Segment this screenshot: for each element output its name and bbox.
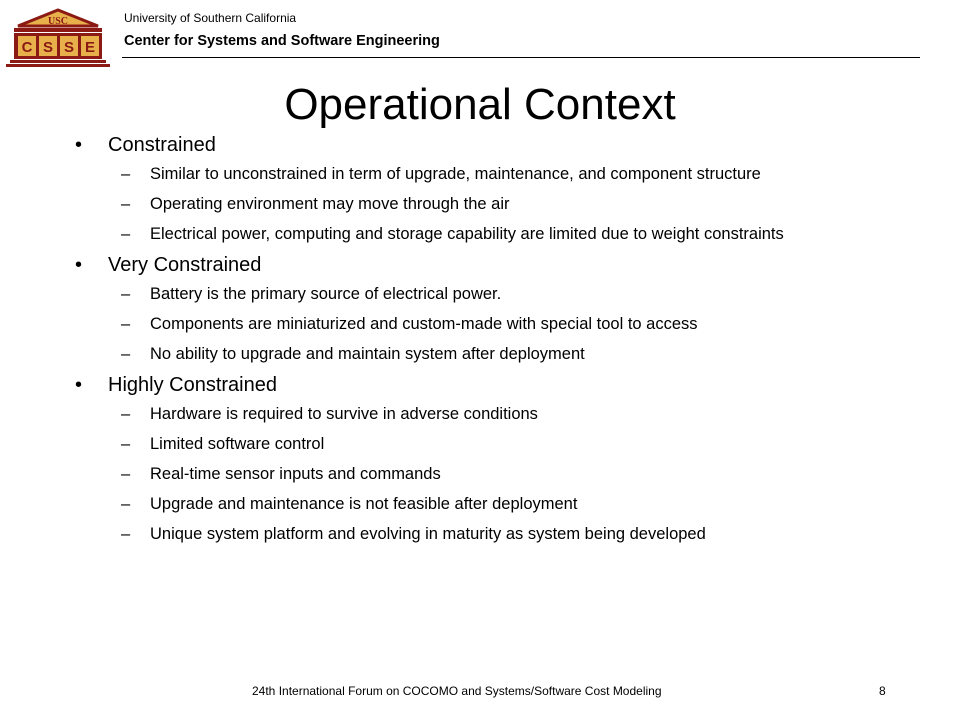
- footer-text: 24th International Forum on COCOMO and Systems/Software Cost Modeling: [252, 684, 662, 698]
- logo-frieze: [14, 28, 102, 32]
- sub-item: [75, 523, 875, 546]
- sub-text: Hardware is required to survive in adverse conditions: [150, 405, 538, 423]
- sub-item: [75, 283, 875, 306]
- csse-logo-graphic: [6, 8, 110, 68]
- bullet-marker: •: [75, 134, 83, 156]
- bullet-item: [75, 253, 875, 277]
- sub-list: [75, 403, 875, 546]
- logo-step: [6, 64, 110, 67]
- slide-title: Operational Context: [284, 80, 676, 129]
- sub-text: Real-time sensor inputs and commands: [150, 465, 441, 483]
- sub-text: No ability to upgrade and maintain system after deployment: [150, 345, 585, 363]
- sub-text: Unique system platform and evolving in maturity as system being developed: [150, 525, 706, 543]
- page-number: 8: [879, 684, 886, 698]
- dash-marker: –: [121, 465, 131, 483]
- bullet-marker: •: [75, 374, 83, 396]
- sub-item: [75, 223, 875, 246]
- sub-text: Similar to unconstrained in term of upgrade, maintenance, and component structure: [150, 165, 761, 183]
- sub-item: [75, 163, 875, 186]
- bullet-item: [75, 373, 875, 397]
- sub-item: [75, 313, 875, 336]
- sub-text: Electrical power, computing and storage capability are limited due to weight constraints: [150, 225, 784, 243]
- sub-text: Limited software control: [150, 435, 325, 453]
- sub-list: [75, 163, 875, 246]
- bullet-very-constrained: [75, 253, 875, 366]
- sub-item: [75, 463, 875, 486]
- header-divider: [122, 57, 920, 58]
- csse-logo: [6, 8, 110, 68]
- sub-item: [75, 193, 875, 216]
- dash-marker: –: [121, 165, 131, 183]
- bullet-constrained: [75, 133, 875, 246]
- logo-letter: E: [84, 39, 96, 56]
- university-name: University of Southern California: [124, 11, 297, 25]
- sub-text: Components are miniaturized and custom-made with special tool to access: [150, 315, 698, 333]
- sub-text: Upgrade and maintenance is not feasible after deployment: [150, 495, 578, 513]
- bullet-item: [75, 133, 875, 157]
- center-name: Center for Systems and Software Engineering: [124, 33, 440, 49]
- dash-marker: –: [121, 225, 131, 243]
- header: [124, 11, 440, 50]
- bullet-marker: •: [75, 254, 83, 276]
- bullet-highly-constrained: [75, 373, 875, 546]
- bullet-label: Constrained: [108, 134, 216, 156]
- logo-letter: C: [21, 39, 33, 56]
- logo-letter: S: [42, 39, 54, 56]
- dash-marker: –: [121, 195, 131, 213]
- logo-usc-text: USC: [47, 16, 69, 27]
- dash-marker: –: [121, 315, 131, 333]
- sub-list: [75, 283, 875, 366]
- logo-letter: S: [63, 39, 75, 56]
- dash-marker: –: [121, 435, 131, 453]
- sub-item: [75, 403, 875, 426]
- dash-marker: –: [121, 525, 131, 543]
- logo-step: [10, 60, 106, 63]
- sub-item: [75, 343, 875, 366]
- sub-text: Operating environment may move through the air: [150, 195, 510, 213]
- dash-marker: –: [121, 405, 131, 423]
- sub-item: [75, 433, 875, 456]
- slide-content: [75, 133, 875, 553]
- sub-text: Battery is the primary source of electrical power.: [150, 285, 502, 303]
- bullet-label: Very Constrained: [108, 254, 262, 276]
- bullet-label: Highly Constrained: [108, 374, 277, 396]
- sub-item: [75, 493, 875, 516]
- dash-marker: –: [121, 345, 131, 363]
- dash-marker: –: [121, 285, 131, 303]
- dash-marker: –: [121, 495, 131, 513]
